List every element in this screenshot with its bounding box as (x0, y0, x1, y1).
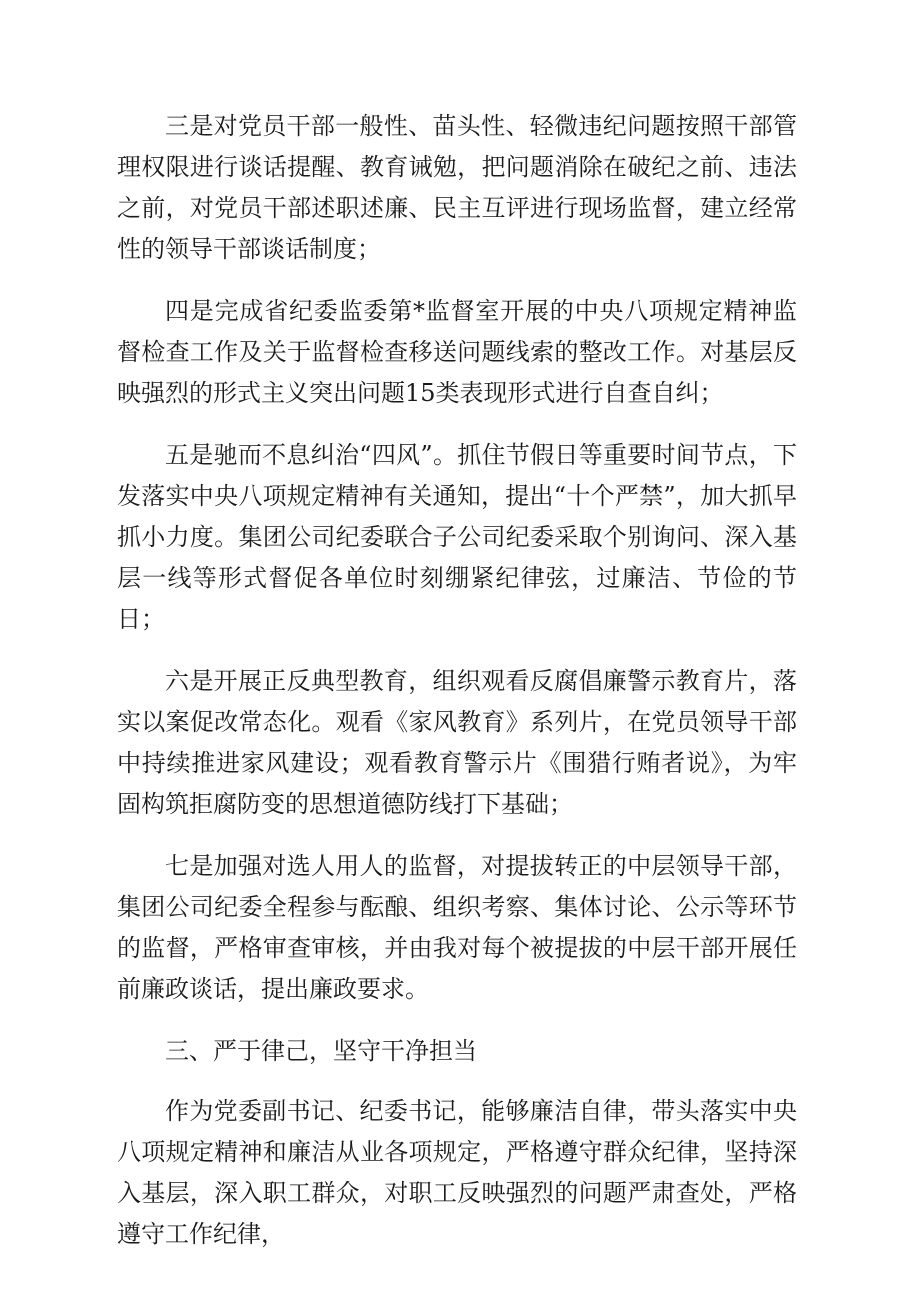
paragraph-item-3: 三是对党员干部一般性、苗头性、轻微违纪问题按照干部管理权限进行谈话提醒、教育诫勉，把问题消除在破纪之前、违法之前，对党员干部述职述廉、民主互评进行现场监督，建立经常性的领导干部谈话制度； (117, 112, 797, 263)
paragraph-self-discipline: 作为党委副书记、纪委书记，能够廉洁自律，带头落实中央八项规定精神和廉洁从业各项规定，严格遵守群众纪律，坚持深入基层，深入职工群众，对职工反映强烈的问题严肃查处，严格遵守工作纪律， (117, 1097, 797, 1248)
paragraph-item-4: 四是完成省纪委监委第*监督室开展的中央八项规定精神监督检查工作及关于监督检查移送问题线索的整改工作。对基层反映强烈的形式主义突出问题15类表现形式进行自查自纠； (117, 297, 797, 407)
paragraph-item-7: 七是加强对选人用人的监督，对提拔转正的中层领导干部，集团公司纪委全程参与酝酿、组织考察、集体讨论、公示等环节的监督，严格审查审核，并由我对每个被提拔的中层干部开展任前廉政谈话，提出廉政要求。 (117, 852, 797, 1003)
document-body (117, 106, 797, 1276)
paragraph-item-5: 五是驰而不息纠治“四风”。抓住节假日等重要时间节点，下发落实中央八项规定精神有关通知，提出“十个严禁”，加大抓早抓小力度。集团公司纪委联合子公司纪委采取个别询问、深入基层一线等形式督促各单位时刻绷紧纪律弦，过廉洁、节俭的节日； (117, 441, 797, 633)
section-heading: 三、严于律己，坚守干净担当 (165, 1037, 477, 1065)
paragraph-item-6: 六是开展正反典型教育，组织观看反腐倡廉警示教育片，落实以案促改常态化。观看《家风教育》系列片，在党员领导干部中持续推进家风建设；观看教育警示片《围猎行贿者说》，为牢固构筑拒腐防变的思想道德防线打下基础； (117, 667, 797, 818)
